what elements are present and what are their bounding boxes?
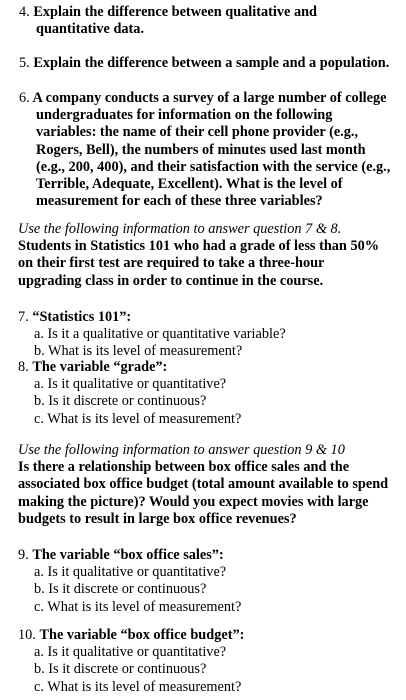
question-number: 8. (18, 359, 29, 375)
question-title: The variable “box office budget”: (39, 627, 245, 643)
sub-question: a. Is it a qualitative or quantitative variable? (34, 326, 286, 343)
question-text: Explain the difference between a sample and a population. (33, 55, 390, 71)
info-text: budgets to result in large box office revenues? (18, 510, 297, 527)
question-8 (0, 359, 406, 428)
question-10 (0, 627, 406, 696)
question-number: 4. (19, 4, 30, 20)
sub-question: b. Is it discrete or continuous? (34, 393, 207, 410)
question-title: The variable “box office sales”: (32, 547, 224, 563)
question-title: The variable “grade”: (32, 359, 168, 375)
sub-question: c. What is its level of measurement? (34, 598, 242, 615)
question-9 (0, 547, 406, 616)
question-number: 6. (19, 90, 30, 106)
question-text: measurement for each of these three variables? (36, 193, 323, 210)
info-block-1 (0, 221, 406, 290)
question-text: quantitative data. (36, 21, 145, 38)
instruction-text: Use the following information to answer question 9 & 10 (18, 442, 345, 458)
sub-question: a. Is it qualitative or quantitative? (34, 376, 227, 393)
sub-question: c. What is its level of measurement? (34, 678, 242, 695)
question-title: “Statistics 101”: (32, 309, 132, 325)
info-text: on their first test are required to take a three-hour (18, 255, 325, 272)
question-number: 7. (18, 309, 29, 325)
sub-question: b. Is it discrete or continuous? (34, 661, 207, 678)
question-text: A company conducts a survey of a large number of college (32, 90, 387, 106)
question-text: undergraduates for information on the following (36, 107, 333, 124)
question-text: variables: the name of their cell phone provider (e.g., (36, 124, 359, 141)
question-number: 9. (18, 547, 29, 563)
question-number: 5. (19, 55, 30, 71)
sub-question: b. What is its level of measurement? (34, 343, 243, 360)
sub-question: c. What is its level of measurement? (34, 410, 242, 427)
question-5 (0, 55, 406, 72)
sub-question: b. Is it discrete or continuous? (34, 581, 207, 598)
info-text: Is there a relationship between box office sales and the (18, 459, 350, 476)
question-6 (0, 90, 406, 210)
question-number: 10. (18, 627, 36, 643)
instruction-text: Use the following information to answer question 7 & 8. (18, 221, 342, 237)
question-text: Explain the difference between qualitative and (33, 4, 317, 20)
sub-question: a. Is it qualitative or quantitative? (34, 564, 227, 581)
question-text: (e.g., 200, 400), and their satisfaction with the service (e.g., (36, 158, 391, 175)
info-text: Students in Statistics 101 who had a grade of less than 50% (18, 238, 380, 255)
question-text: Rogers, Bell), the numbers of minutes used last month (36, 141, 366, 158)
info-text: upgrading class in order to continue in the course. (18, 272, 324, 289)
sub-question: a. Is it qualitative or quantitative? (34, 644, 227, 661)
info-text: associated box office budget (total amount available to spend (18, 476, 389, 493)
question-text: Terrible, Adequate, Excellent). What is the level of (36, 176, 343, 193)
info-block-2 (0, 442, 406, 528)
question-7 (0, 309, 406, 361)
question-4 (0, 4, 406, 38)
info-text: making the picture)? Would you expect movies with large (18, 493, 369, 510)
